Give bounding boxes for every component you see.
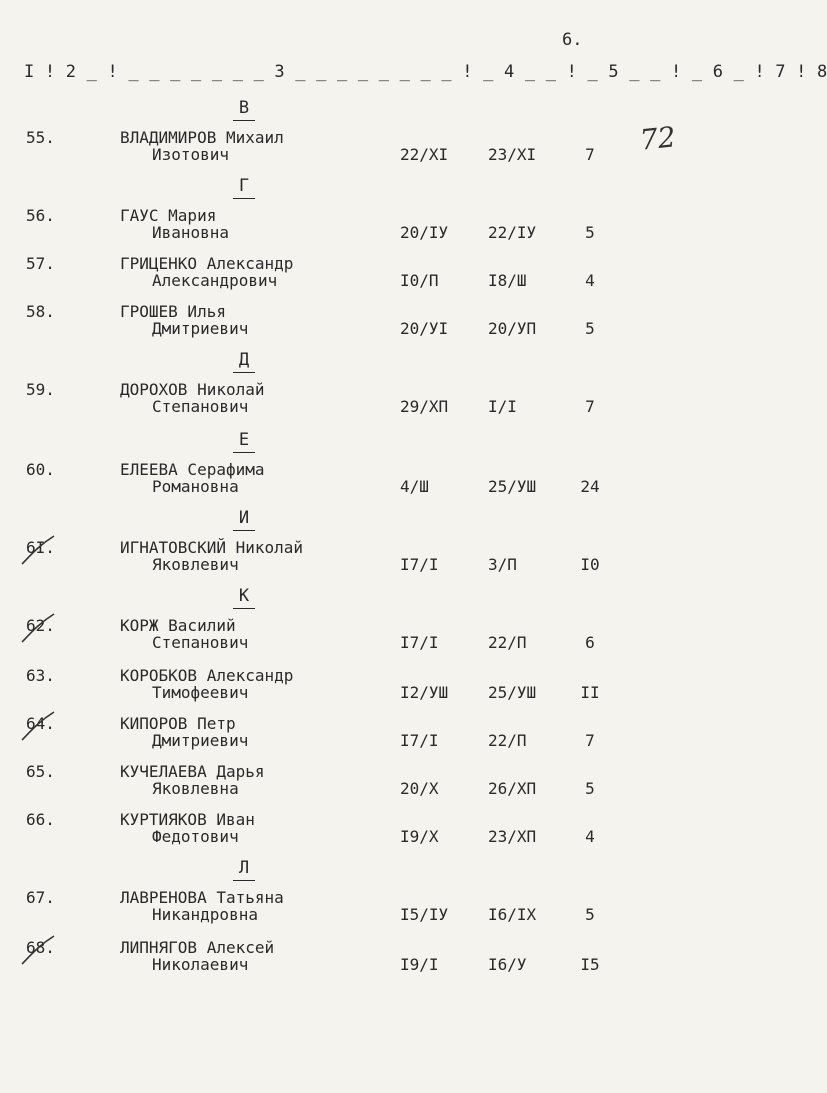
- register-entry: [0, 538, 700, 580]
- entry-column-6: 5: [585, 319, 595, 338]
- register-entry: [0, 938, 700, 980]
- section-letter-text: Л: [233, 858, 255, 881]
- entry-name: КОРЖ Василий: [120, 616, 236, 635]
- entry-column-5: 3/П: [488, 555, 517, 574]
- entry-name: ЛАВРЕНОВА Татьяна: [120, 888, 284, 907]
- entry-name: ИГНАТОВСКИЙ Николай: [120, 538, 304, 557]
- entry-patronymic: Изотович: [152, 145, 230, 164]
- entry-column-5: 25/УШ: [488, 683, 537, 702]
- entry-column-4: 4/Ш: [400, 477, 429, 496]
- entry-column-4: 20/IУ: [400, 223, 449, 242]
- entry-name: КУЧЕЛАЕВА Дарья: [120, 762, 265, 781]
- entry-number: 58.: [26, 302, 55, 321]
- entry-column-4: I0/П: [400, 271, 439, 290]
- entry-column-4: I7/I: [400, 555, 439, 574]
- section-letter-text: И: [233, 508, 255, 531]
- section-letter-text: Е: [233, 430, 255, 453]
- entry-column-5: I8/Ш: [488, 271, 527, 290]
- entry-number: 57.: [26, 254, 55, 273]
- entry-column-6: 5: [585, 905, 595, 924]
- entry-column-4: 20/X: [400, 779, 439, 798]
- entry-column-5: 22/П: [488, 731, 527, 750]
- entry-number: 64.: [26, 714, 55, 733]
- entry-patronymic: Николаевич: [152, 955, 249, 974]
- section-letter: [224, 176, 264, 196]
- entry-column-6: 24: [580, 477, 600, 496]
- entry-column-6: 4: [585, 827, 595, 846]
- register-entry: [0, 714, 700, 756]
- entry-column-6: 6: [585, 633, 595, 652]
- entry-column-6: 5: [585, 223, 595, 242]
- register-entry: [0, 302, 700, 344]
- entry-number: 66.: [26, 810, 55, 829]
- entry-patronymic: Федотович: [152, 827, 239, 846]
- entry-name: КОРОБКОВ Александр: [120, 666, 294, 685]
- entry-column-6: 5: [585, 779, 595, 798]
- entry-column-4: I2/УШ: [400, 683, 449, 702]
- entry-column-5: 22/П: [488, 633, 527, 652]
- section-letter: [224, 586, 264, 606]
- section-letter: [224, 98, 264, 118]
- entry-column-5: I/I: [488, 397, 517, 416]
- column-header-row: I ! 2 _ ! _ _ _ _ _ _ _ 3 _ _ _ _ _ _ _ _ ! _ 4 _ _ ! _ 5 _ _ ! _ 6 _ ! 7 ! 8: [24, 62, 827, 82]
- entry-name: КИПОРОВ Петр: [120, 714, 236, 733]
- entry-number: 6I.: [26, 538, 55, 557]
- entry-column-6: I0: [580, 555, 600, 574]
- page-number: 6.: [562, 30, 583, 50]
- handwritten-page-number: 72: [638, 120, 678, 157]
- section-letter: [224, 508, 264, 528]
- register-entry: [0, 128, 700, 170]
- entry-column-6: I5: [580, 955, 600, 974]
- entry-number: 62.: [26, 616, 55, 635]
- register-entry: [0, 762, 700, 804]
- entry-number: 68.: [26, 938, 55, 957]
- entry-column-4: I9/X: [400, 827, 439, 846]
- entry-column-6: 7: [585, 145, 595, 164]
- entry-number: 67.: [26, 888, 55, 907]
- entry-column-4: 22/XI: [400, 145, 449, 164]
- entry-number: 65.: [26, 762, 55, 781]
- register-entry: [0, 380, 700, 422]
- entry-column-6: II: [580, 683, 600, 702]
- entry-name: ГАУС Мария: [120, 206, 217, 225]
- entry-column-5: 23/XI: [488, 145, 537, 164]
- register-entry: [0, 206, 700, 248]
- entry-number: 55.: [26, 128, 55, 147]
- entry-column-4: 20/УI: [400, 319, 449, 338]
- entry-column-5: 20/УП: [488, 319, 537, 338]
- entry-column-5: I6/У: [488, 955, 527, 974]
- entry-column-6: 7: [585, 731, 595, 750]
- entry-column-4: I5/IУ: [400, 905, 449, 924]
- entry-number: 63.: [26, 666, 55, 685]
- entry-column-5: 23/XП: [488, 827, 537, 846]
- entry-patronymic: Степанович: [152, 397, 249, 416]
- entry-name: ГРИЦЕНКО Александр: [120, 254, 294, 273]
- entry-patronymic: Александрович: [152, 271, 278, 290]
- entry-patronymic: Яковлевич: [152, 555, 239, 574]
- register-entry: [0, 666, 700, 708]
- entry-number: 59.: [26, 380, 55, 399]
- register-entry: [0, 254, 700, 296]
- entry-column-4: I7/I: [400, 633, 439, 652]
- entry-patronymic: Дмитриевич: [152, 319, 249, 338]
- section-letter-text: В: [233, 98, 255, 121]
- entry-column-4: I9/I: [400, 955, 439, 974]
- register-entry: [0, 460, 700, 502]
- entry-patronymic: Дмитриевич: [152, 731, 249, 750]
- entry-name: ВЛАДИМИРОВ Михаил: [120, 128, 284, 147]
- entry-patronymic: Романовна: [152, 477, 239, 496]
- entry-column-5: 25/УШ: [488, 477, 537, 496]
- entry-column-6: 4: [585, 271, 595, 290]
- section-letter: [224, 858, 264, 878]
- entry-patronymic: Степанович: [152, 633, 249, 652]
- entry-column-4: I7/I: [400, 731, 439, 750]
- entry-column-6: 7: [585, 397, 595, 416]
- entry-name: ГРОШЕВ Илья: [120, 302, 226, 321]
- section-letter: [224, 350, 264, 370]
- entry-patronymic: Никандровна: [152, 905, 258, 924]
- section-letter-text: Г: [233, 176, 255, 199]
- entry-patronymic: Яковлевна: [152, 779, 239, 798]
- entry-column-5: I6/IX: [488, 905, 537, 924]
- entry-patronymic: Ивановна: [152, 223, 230, 242]
- section-letter-text: К: [233, 586, 255, 609]
- entry-number: 56.: [26, 206, 55, 225]
- section-letter: [224, 430, 264, 450]
- entry-name: КУРТИЯКОВ Иван: [120, 810, 255, 829]
- entry-name: ДОРОХОВ Николай: [120, 380, 265, 399]
- entry-column-4: 29/XП: [400, 397, 449, 416]
- register-entry: [0, 888, 700, 930]
- entry-number: 60.: [26, 460, 55, 479]
- section-letter-text: Д: [233, 350, 255, 373]
- entry-column-5: 26/XП: [488, 779, 537, 798]
- entry-name: ЛИПНЯГОВ Алексей: [120, 938, 275, 957]
- entry-column-5: 22/IУ: [488, 223, 537, 242]
- register-entry: [0, 616, 700, 658]
- register-entry: [0, 810, 700, 852]
- entry-name: ЕЛЕЕВА Серафима: [120, 460, 265, 479]
- entry-patronymic: Тимофеевич: [152, 683, 249, 702]
